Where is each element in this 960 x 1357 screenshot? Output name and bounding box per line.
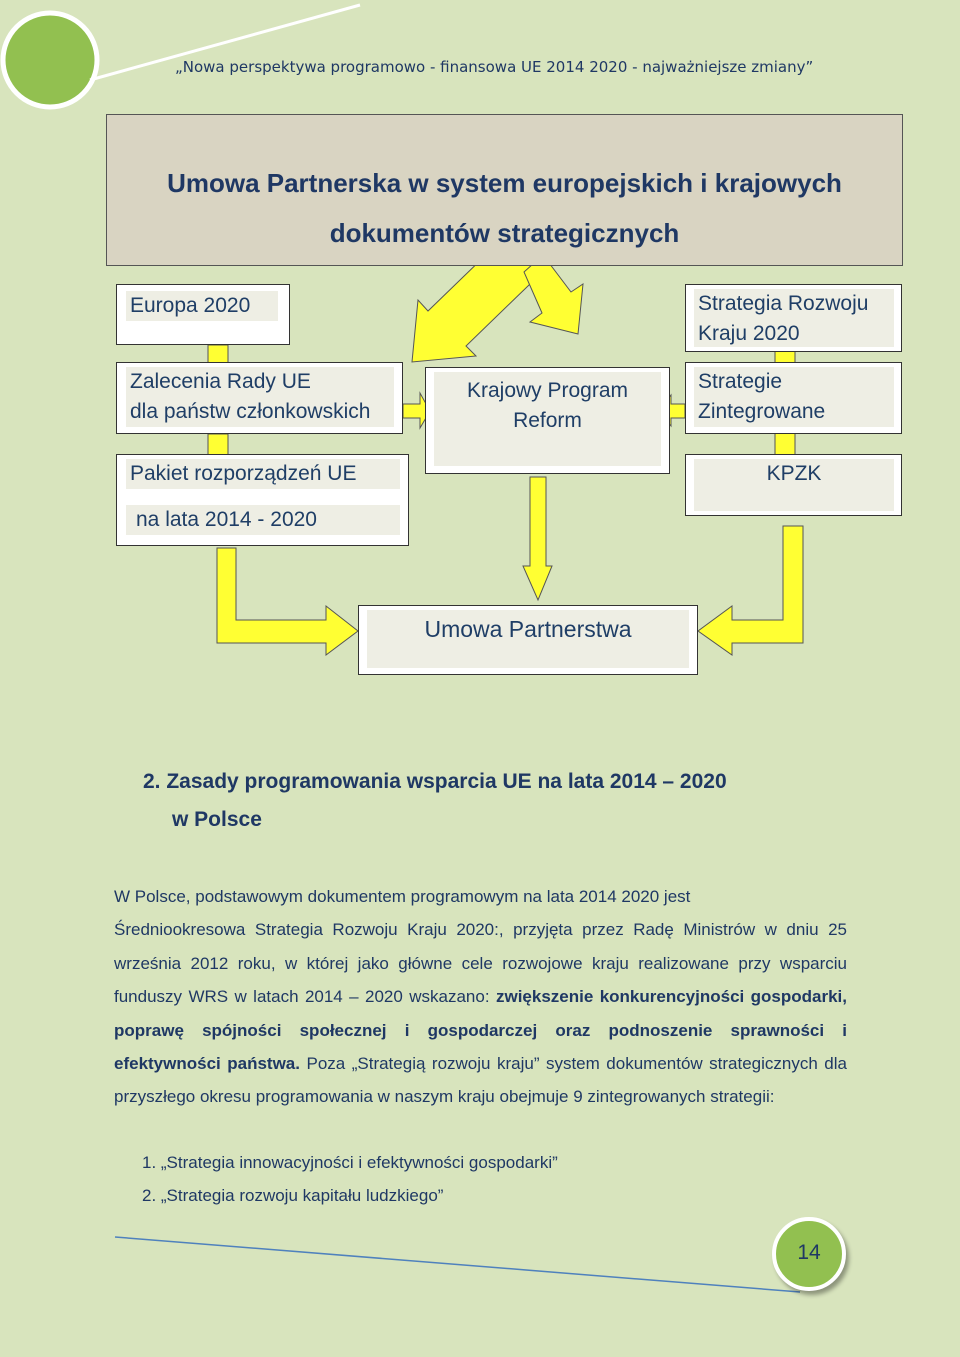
page-number-badge: 14 (772, 1217, 846, 1291)
zintegrowane-label (694, 367, 894, 427)
krajowy-line2: Reform (513, 409, 582, 432)
list-item: 2. „Strategia rozwoju kapitału ludzkiego” (142, 1186, 444, 1206)
box-umowa (358, 605, 698, 675)
connector-zalecenia-pakiet (208, 434, 228, 456)
pakiet-label: Pakiet rozporządzeń UE (126, 459, 400, 489)
kpzk-label: KPZK (694, 459, 894, 511)
running-header: „Nowa perspektywa programowo - finansowa UE 2014 2020 - najważniejsze zmiany” (175, 58, 814, 76)
list-item: 1. „Strategia innowacyjności i efektywności gospodarki” (142, 1153, 558, 1172)
box-kpzk (685, 454, 902, 516)
arrow-down-center (523, 477, 552, 600)
arrow-diagonal-right (524, 255, 583, 334)
section-heading-line1: 2. Zasady programowania wsparcia UE na lata 2014 – 2020 (143, 770, 727, 793)
paragraph-bold: zwiększenie konkurencyjności gospodarki, poprawę spójności społecznej i gospodarczej oraz podnoszenie sprawności i efektywności państwa. (114, 987, 847, 1074)
strategia-line1: Strategia Rozwoju (698, 292, 869, 315)
body-paragraph (114, 880, 847, 1114)
zintegrowane-line1: Strategie (698, 370, 783, 393)
zintegrowane-line2: Zintegrowane (698, 400, 826, 423)
corner-circle (3, 13, 97, 107)
arrow-l-left (217, 548, 358, 655)
box-zintegrowane (685, 362, 902, 434)
europa-label: Europa 2020 (126, 291, 278, 321)
paragraph-line1: W Polsce, podstawowym dokumentem programowym na lata 2014 2020 jest (114, 887, 691, 906)
box-strategia-rozwoju (685, 284, 902, 352)
footer-line (115, 1237, 800, 1292)
connector-zintegrowane-kpzk (775, 433, 795, 455)
paragraph-end: Poza „Strategią rozwoju kraju” system dokumentów strategicznych dla przyszłego okresu programowania w naszym kraju obejmuje 9 zintegrowanych strategii: (114, 1054, 847, 1107)
krajowy-label (434, 372, 661, 466)
arrow-l-right (698, 526, 803, 655)
section-heading (143, 763, 727, 839)
box-europa (116, 284, 290, 345)
diagram-title-line1: Umowa Partnerska w system europejskich i krajowych (167, 168, 842, 198)
zalecenia-line1: Zalecenia Rady UE (130, 370, 311, 393)
umowa-label: Umowa Partnerstwa (367, 610, 689, 668)
lata-label: na lata 2014 - 2020 (126, 505, 400, 535)
section-heading-line2: w Polsce (172, 808, 262, 831)
paragraph-text: Średniookresowa Strategia Rozwoju Kraju 2020:, przyjęta przez Radę Ministrów w dniu 25 września 2012 roku, w której jako główne cele rozwojowe kraju realizowane przy wsparciu funduszy WRS w latach 2014 – 2020 wskazano: (114, 920, 847, 1007)
zalecenia-line2: dla państw członkowskich (130, 400, 371, 423)
krajowy-line1: Krajowy Program (466, 379, 629, 402)
strategia-line2: Kraju 2020 (698, 322, 800, 345)
diagram-title-box (106, 114, 903, 266)
box-zalecenia (116, 362, 403, 434)
box-krajowy (425, 367, 670, 474)
box-pakiet (116, 454, 409, 546)
diagram-title-line2: dokumentów strategicznych (329, 218, 680, 248)
strategy-list (142, 1146, 558, 1213)
zalecenia-label (126, 367, 394, 427)
strategia-label (694, 289, 894, 347)
